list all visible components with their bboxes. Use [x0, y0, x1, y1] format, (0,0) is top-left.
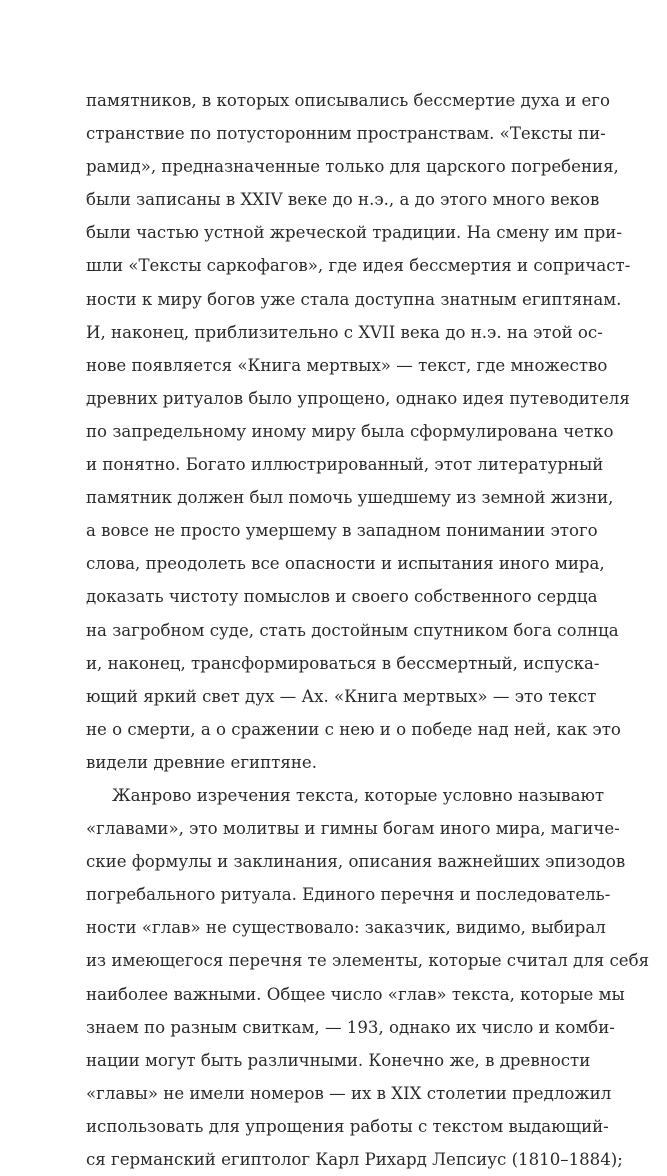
text-line: по запредельному иному миру была сформулирована четко	[86, 421, 614, 441]
text-line: и, наконец, трансформироваться в бессмертный, испуска-	[86, 653, 600, 673]
text-line: странствие по потусторонним пространствам. «Тексты пи-	[86, 124, 606, 144]
text-line: шли «Тексты саркофагов», где идея бессмертия и сопричаст-	[86, 256, 631, 276]
paragraph-end-line: видели древние египтяне.	[86, 752, 317, 772]
text-line: памятников, в которых описывались бессмертие духа и его	[86, 91, 610, 110]
text-line: были записаны в XXIV веке до н.э., а до этого много веков	[86, 190, 600, 210]
body-text	[86, 84, 650, 1176]
text-line: ющий яркий свет дух — Ах. «Книга мертвых» — это текст	[86, 686, 597, 706]
text-line: из имеющегося перечня те элементы, которые считал для себя	[86, 951, 650, 971]
paragraph-start-line: Жанрово изречения текста, которые условно называют	[112, 785, 605, 805]
text-line: доказать чистоту помыслов и своего собственного сердца	[86, 587, 598, 607]
text-line: на загробном суде, стать достойным спутником бога солнца	[86, 620, 619, 640]
text-line: наиболее важными. Общее число «глав» текста, которые мы	[86, 984, 625, 1004]
text-line: древних ритуалов было упрощено, однако идея путеводителя	[86, 388, 630, 408]
text-line: не о смерти, а о сражении с нею и о победе над ней, как это	[86, 719, 621, 739]
text-line: «главами», это молитвы и гимны богам иного мира, магиче-	[86, 819, 620, 839]
text-line: ности «глав» не существовало: заказчик, видимо, выбирал	[86, 918, 606, 938]
text-line: погребального ритуала. Единого перечня и последователь-	[86, 885, 611, 905]
text-line: а вовсе не просто умершему в западном понимании этого	[86, 521, 598, 541]
text-line: и понятно. Богато иллюстрированный, этот литературный	[86, 455, 604, 475]
text-line: использовать для упрощения работы с текстом выдающий-	[86, 1116, 609, 1136]
text-line: нове появляется «Книга мертвых» — текст, где множество	[86, 355, 608, 375]
text-line: ские формулы и заклинания, описания важнейших эпизодов	[86, 852, 626, 872]
text-line: И, наконец, приблизительно с XVII века до н.э. на этой ос-	[86, 322, 603, 342]
text-line: ности к миру богов уже стала доступна знатным египтянам.	[86, 289, 622, 309]
text-line: памятник должен был помочь ушедшему из земной жизни,	[86, 488, 614, 508]
text-line: «главы» не имели номеров — их в XIX столетии предложил	[86, 1083, 612, 1103]
text-line: рамид», предназначенные только для царского погребения,	[86, 157, 619, 177]
text-line: знаем по разным свиткам, — 193, однако их число и комби-	[86, 1017, 615, 1037]
text-line: были частью устной жреческой традиции. На смену им при-	[86, 223, 622, 243]
text-line: нации могут быть различными. Конечно же, в древности	[86, 1050, 591, 1070]
text-line: слова, преодолеть все опасности и испытания иного мира,	[86, 554, 605, 574]
text-line: ся германский египтолог Карл Рихард Лепсиус (1810–1884);	[86, 1150, 623, 1169]
